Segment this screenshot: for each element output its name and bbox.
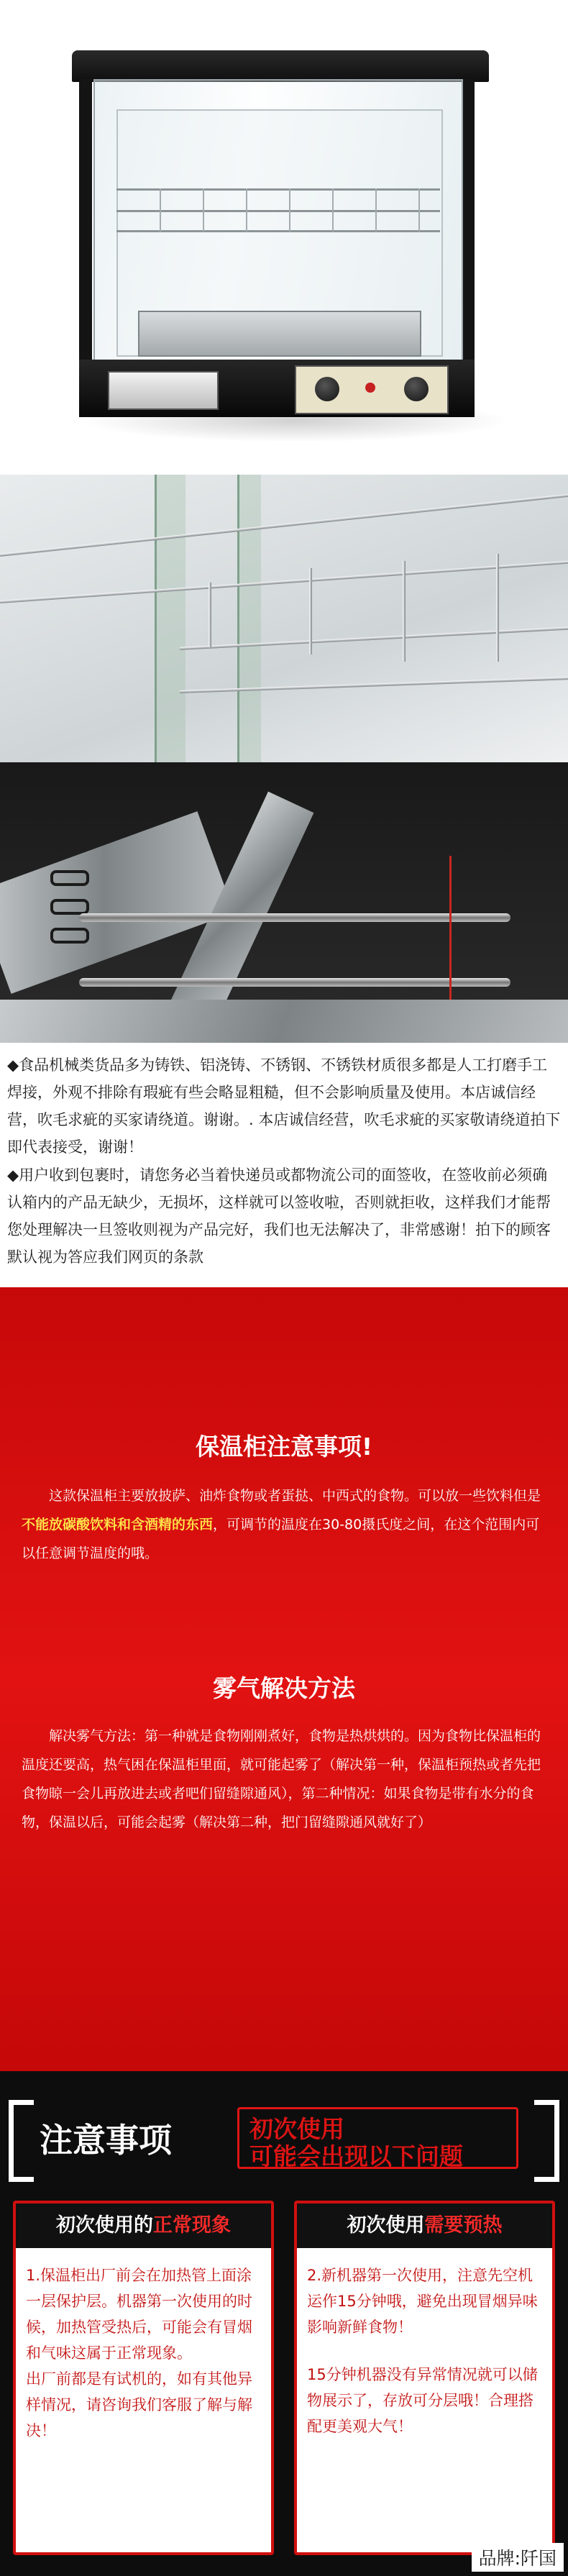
- shelf-rail: [209, 583, 211, 647]
- receipt-notice: ◆用户收到包裹时，请您务必当着快递员或都物流公司的面签收，在签收前必须确认箱内的产品无缺少，无损坏，这样就可以签收啦，否则就拒收，这样我们才能帮您处理解决一旦签收则视为产品完好，我们也无法解决了，非常感谢！拍下的顾客默认视为答应我们网页的条款: [7, 1166, 551, 1266]
- temperature-knob-icon: [315, 377, 339, 401]
- cabinet-base: [79, 360, 475, 417]
- warming-cabinet-illustration: [93, 65, 460, 410]
- glass-pane: [155, 475, 185, 762]
- tips-subtitle-box: [237, 2107, 518, 2169]
- tips-banner: [0, 2100, 568, 2172]
- card-heading: [16, 2203, 271, 2248]
- heating-element-photo: [0, 762, 568, 1043]
- shelf-rail: [309, 568, 312, 654]
- heating-tube: [79, 978, 510, 987]
- first-use-tips-section: [0, 2071, 568, 2576]
- cabinet-food-tray: [138, 311, 421, 357]
- quality-notice: ◆食品机械类货品多为铸铁、铝浇铸、不锈钢、不锈铁材质很多都是人工打磨手工焊接，外观不排除有瑕疵有些会略显粗糙，但不会影响质量及使用。本店诚信经营，吹毛求疵的买家请绕道。谢谢。. 本店诚信经营，吹毛求疵的买家敬请绕道拍下即代表接受，谢谢！: [7, 1056, 561, 1156]
- precautions-title: 保温柜注意事项!: [195, 1433, 373, 1461]
- steel-frame: [0, 1000, 568, 1043]
- card-body: [307, 2262, 541, 2439]
- card-paragraph: 2.新机器第一次使用，注意先空机运作15分钟哦，避免出现冒烟异味影响新鲜食物！: [307, 2267, 538, 2336]
- tips-subtitle-line2: 可能会出现以下问题: [249, 2142, 463, 2170]
- shelf-wire: [0, 559, 568, 603]
- power-wire: [449, 856, 452, 1000]
- precautions-section: [0, 1287, 568, 2071]
- brand-label: 品牌:阡国: [472, 2543, 564, 2572]
- precautions-text-part: ，可调节的温度在30-80摄氏度之间，在这个范围内可以任意调节温度的哦。: [22, 1517, 540, 1561]
- normal-phenomenon-card: [13, 2201, 274, 2555]
- cabinet-top: [72, 50, 489, 82]
- product-hero-image: [0, 0, 568, 475]
- cabinet-frame-left: [79, 79, 92, 388]
- card-paragraph: 15分钟机器没有异常情况就可以储物展示了，存放可分层哦！合理搭配更美观大气！: [307, 2366, 538, 2435]
- vent-slot: [50, 870, 89, 886]
- card-paragraph: 出厂前都是有试机的，如有其他异样情况，请咨询我们客服了解与解决！: [26, 2370, 252, 2439]
- fog-text: 解决雾气方法：第一种就是食物刚刚煮好，食物是热烘烘的。因为食物比保温柜的温度还要高，热气困在保温柜里面，就可能起雾了（解决第一种，保温柜预热或者先把食物晾一会儿再放进去或者吧们留缝隙通风），第二种情况：如果食物是带有水分的食物，保温以后，可能会起雾（解决第二种，把门留缝隙通风就好了）: [22, 1728, 541, 1830]
- indicator-lamp-icon: [365, 383, 375, 393]
- shelf-detail-photo: [0, 475, 568, 762]
- vent-slot: [50, 899, 89, 915]
- preheat-card: [294, 2201, 555, 2555]
- power-knob-icon: [404, 377, 429, 401]
- bracket-left-icon: [9, 2100, 34, 2182]
- fog-title: 雾气解决方法: [213, 1674, 355, 1702]
- card-heading: [297, 2203, 552, 2248]
- shelf-rail: [496, 554, 499, 662]
- vent-slot: [50, 928, 89, 944]
- tips-subtitle-line1: 初次使用: [249, 2115, 344, 2143]
- shelf-rail: [403, 561, 406, 662]
- card-heading-highlight: 正常现象: [153, 2214, 231, 2237]
- card-heading-text: 初次使用: [347, 2214, 425, 2237]
- bracket-right-icon: [534, 2100, 559, 2182]
- precautions-text-part: 这款保温柜主要放披萨、油炸食物或者蛋挞、中西式的食物。可以放一些饮料但是: [49, 1488, 541, 1504]
- cabinet-wire-rack: [116, 188, 440, 232]
- card-heading-highlight: 需要预热: [424, 2214, 503, 2237]
- cabinet-frame-right: [462, 79, 475, 388]
- card-paragraph: 1.保温柜出厂前会在加热管上面涂一层保护层。机器第一次使用的时候，加热管受热后，可能会有冒烟和气味这属于正常现象。: [26, 2267, 252, 2362]
- card-heading-text: 初次使用的: [56, 2214, 153, 2237]
- precautions-highlight: 不能放碳酸饮料和含酒精的东西: [22, 1517, 214, 1533]
- heating-tube: [79, 913, 510, 922]
- shelf-wire: [0, 492, 568, 557]
- cabinet-control-panel: [295, 365, 449, 414]
- precautions-text: [22, 1481, 546, 1568]
- tips-title: 注意事项: [40, 2121, 172, 2160]
- purchase-notice: [0, 1043, 568, 1266]
- card-body: [26, 2262, 260, 2444]
- glass-pane: [237, 475, 261, 762]
- cabinet-glass: [93, 79, 463, 362]
- cabinet-water-drawer: [108, 371, 219, 410]
